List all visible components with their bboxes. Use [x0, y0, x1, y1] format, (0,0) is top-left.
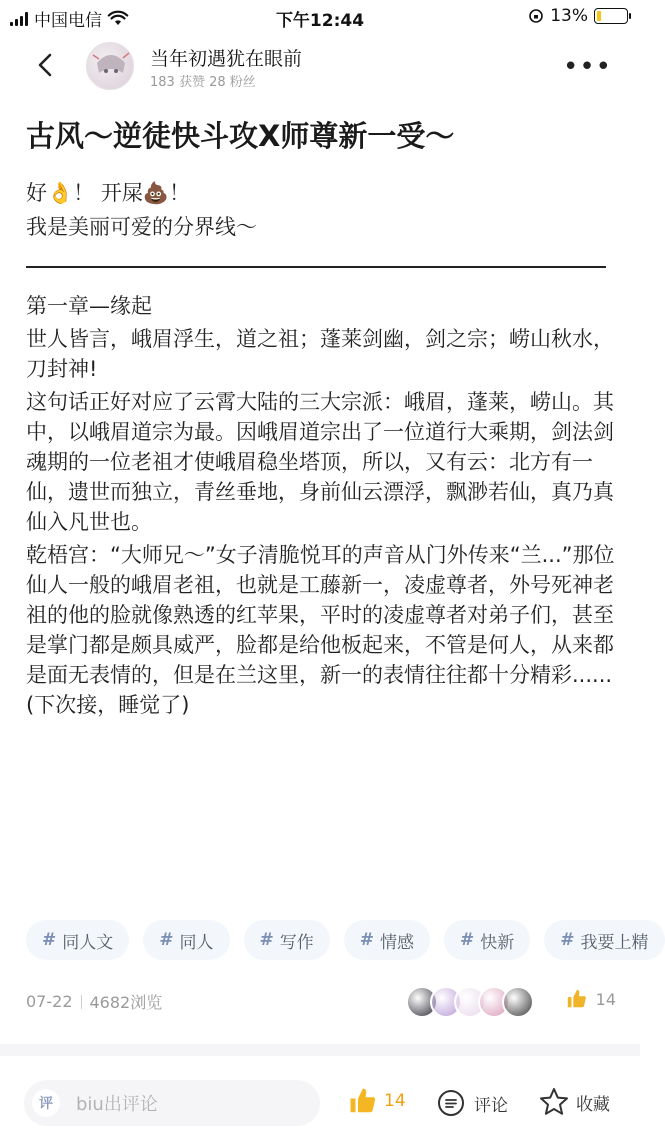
hash-icon: #	[259, 930, 274, 950]
comment-placeholder: biu出评论	[76, 1094, 158, 1115]
author-stats: 183 获赞 28 粉丝	[150, 75, 256, 90]
favorite-button[interactable]	[538, 1086, 610, 1118]
comment-badge: 评	[32, 1089, 60, 1117]
tag-list	[26, 920, 665, 960]
clock: 下午12:44	[275, 11, 365, 31]
thumbs-up-icon	[566, 988, 588, 1010]
hash-icon: #	[460, 930, 475, 950]
hash-icon: #	[42, 930, 57, 950]
tag-chip[interactable]	[344, 920, 430, 960]
comment-icon	[436, 1088, 466, 1118]
paragraph: 乾梧宫：“大师兄～”女子清脆悦耳的声音从门外传来“兰...”那位仙人一般的峨眉老祖，也就是工藤新一，凌虚尊者，外号死神老祖的他的脸就像熟透的红苹果，平时的凌虚尊者对弟子们，甚至是掌门都是颇具威严，脸都是给他板起来，不管是何人，从来都是面无表情的，但是在兰这里，新一的表情往往都十分精彩......(下次接，睡觉了)	[26, 543, 615, 717]
paragraph: 这句话正好对应了云霄大陆的三大宗派：峨眉，蓬莱，崂山。其中，以峨眉道宗为最。因峨眉道宗出了一位道行大乘期，剑法剑魂期的一位老祖才使峨眉稳坐塔顶，所以，又有云：北方有一仙，遗世而独立，青丝垂地，身前仙云漂浮，飘渺若仙，真乃真仙入凡世也。	[26, 390, 614, 534]
hash-icon: #	[359, 930, 374, 950]
section-separator	[0, 1044, 640, 1056]
post-meta	[26, 988, 616, 1018]
meta-like[interactable]	[566, 988, 616, 1010]
favorite-label: 收藏	[576, 1094, 610, 1115]
tag-chip[interactable]	[544, 920, 664, 960]
view-count: 4682浏览	[89, 993, 163, 1012]
post-date: 07-22	[26, 992, 73, 1011]
battery-level	[597, 11, 601, 21]
post-content	[26, 291, 616, 723]
post-title: 古风～逆徒快斗攻X师尊新一受～	[26, 119, 455, 153]
hash-icon: #	[159, 930, 174, 950]
star-icon	[538, 1086, 570, 1118]
paragraph: 世人皆言，峨眉浮生，道之祖；蓬莱剑幽，剑之宗；崂山秋水，刀封神!	[26, 327, 614, 381]
tag-label: 情感	[380, 932, 414, 953]
comment-button[interactable]	[436, 1088, 508, 1118]
tag-label: 快新	[480, 932, 515, 953]
battery-percent: 13%	[550, 6, 588, 26]
author-avatar[interactable]	[86, 42, 134, 90]
tag-label: 写作	[279, 932, 314, 953]
like-count: 14	[595, 989, 616, 1009]
back-arrow-icon[interactable]	[30, 50, 60, 80]
author-name[interactable]: 当年初遇犹在眼前	[150, 48, 303, 70]
divider-line	[26, 266, 606, 268]
meta-info	[26, 990, 162, 1013]
comment-label: 评论	[474, 1095, 508, 1116]
hash-icon: #	[560, 930, 575, 950]
like-button[interactable]	[348, 1086, 406, 1116]
comment-input[interactable]	[24, 1080, 320, 1126]
chapter-heading: 第一章—缘起	[26, 294, 152, 318]
tag-chip[interactable]	[26, 920, 129, 960]
carrier-label: 中国电信	[34, 11, 102, 31]
avatar-illustration-icon	[87, 43, 135, 91]
rotation-lock-icon	[528, 8, 544, 24]
post-intro	[26, 176, 257, 244]
bottom-action-bar	[0, 1060, 640, 1138]
status-right	[528, 6, 628, 26]
like-count: 14	[384, 1091, 406, 1111]
tag-chip[interactable]	[143, 920, 229, 960]
post-header	[0, 36, 640, 100]
tag-chip[interactable]	[444, 920, 530, 960]
more-icon[interactable]: •••	[562, 52, 612, 82]
tag-label: 同人文	[62, 932, 114, 953]
intro-line: 我是美丽可爱的分界线～	[26, 215, 257, 239]
battery-icon	[594, 8, 628, 24]
status-bar	[0, 0, 640, 34]
meta-separator	[81, 995, 82, 1009]
tag-chip[interactable]	[244, 920, 330, 960]
intro-line: 好👌！ 开屎💩！	[26, 181, 190, 205]
liker-avatar[interactable]	[502, 986, 534, 1018]
tag-label: 我要上精	[580, 932, 649, 953]
thumbs-up-icon	[348, 1086, 378, 1116]
liker-avatars[interactable]	[406, 986, 534, 1018]
tag-label: 同人	[179, 932, 214, 953]
